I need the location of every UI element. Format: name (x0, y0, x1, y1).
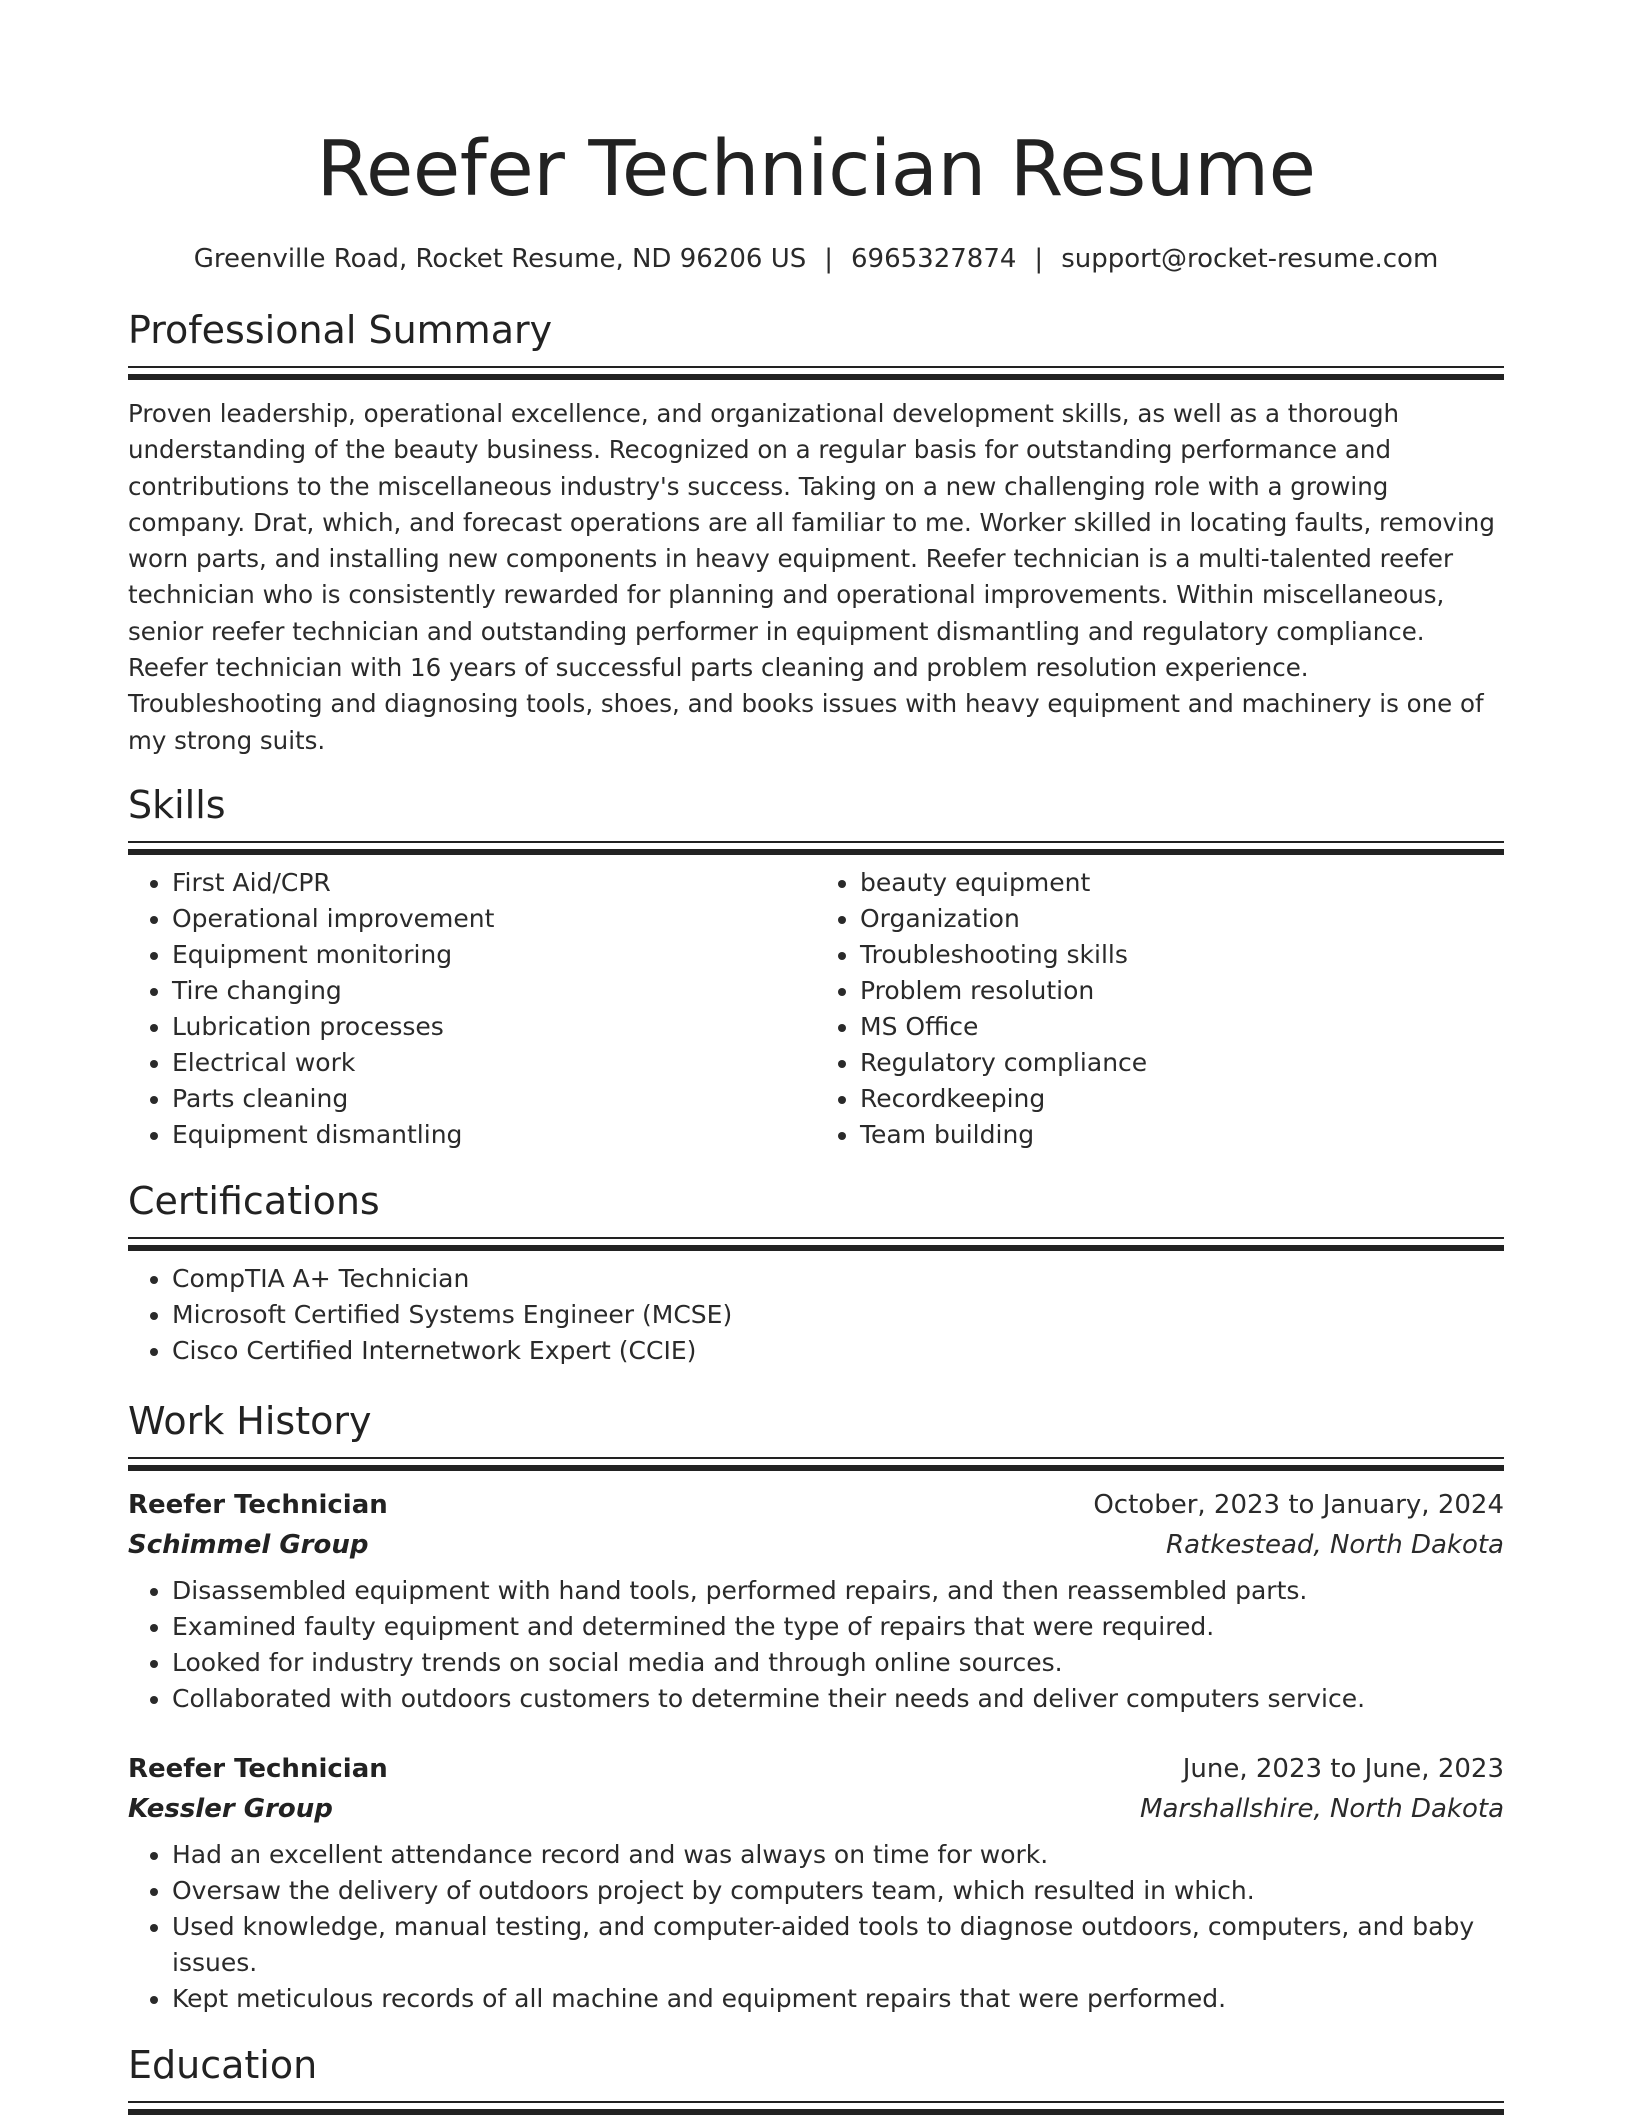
list-item: • Examined faulty equipment and determined the type of repairs that were required. (172, 1609, 1504, 1645)
section-rule (128, 841, 1504, 855)
job-subheader (128, 1789, 1504, 1829)
skills-columns (128, 865, 1504, 1153)
section-rule (128, 1237, 1504, 1251)
summary-section (128, 306, 1504, 759)
job-location: Ratkestead, North Dakota (1166, 1529, 1504, 1560)
list-item: • Electrical work (172, 1045, 816, 1081)
list-item: • beauty equipment (860, 865, 1504, 901)
job-header (128, 1485, 1504, 1525)
resume-title: Reefer Technician Resume (316, 125, 1316, 214)
contact-line (128, 242, 1504, 276)
section-heading: Professional Summary (128, 308, 553, 352)
separator: | (824, 244, 833, 274)
job-title: Reefer Technician (128, 1753, 388, 1784)
company-name: Schimmel Group (128, 1529, 369, 1560)
summary-text: Proven leadership, operational excellence, and organizational development skills, as well as a thorough understanding of the beauty business. Recognized on a regular basis for outstanding performance and contributions to the miscellaneous industry's success. Taking on a new challenging role with a growing company. Drat, which, and forecast operations are all familiar to me. Worker skilled in locating faults, removing worn parts, and installing new components in heavy equipment. Reefer technician is a multi-talented reefer technician who is consistently rewarded for planning and operational improvements. Within miscellaneous, senior reefer technician and outstanding performer in equipment dismantling and regulatory compliance. Reefer technician with 16 years of successful parts cleaning and problem resolution experience. Troubleshooting and diagnosing tools, shoes, and books issues with heavy equipment and machinery is one of my strong suits. (128, 399, 1495, 755)
job-header (128, 1749, 1504, 1789)
section-rule (128, 1457, 1504, 1471)
job-entry (128, 1485, 1504, 1717)
list-item: • Team building (860, 1117, 1504, 1153)
job-dates: June, 2023 to June, 2023 (1182, 1753, 1504, 1784)
job-bullets (128, 1837, 1504, 2017)
phone: 6965327874 (851, 244, 1017, 274)
list-item: • First Aid/CPR (172, 865, 816, 901)
list-item: • Recordkeeping (860, 1081, 1504, 1117)
list-item: • Microsoft Certified Systems Engineer (MCSE) (172, 1297, 1504, 1333)
work-history-section (128, 1397, 1504, 2017)
list-item: • Cisco Certified Internetwork Expert (CCIE) (172, 1333, 1504, 1369)
job-dates: October, 2023 to January, 2024 (1093, 1489, 1504, 1520)
skills-list-right (816, 865, 1504, 1153)
list-item: • Collaborated with outdoors customers to determine their needs and deliver computers service. (172, 1681, 1504, 1717)
list-item: • Organization (860, 901, 1504, 937)
section-heading: Education (128, 2042, 318, 2087)
email-link[interactable]: support@rocket-resume.com (1061, 244, 1439, 274)
list-item: • Tire changing (172, 973, 816, 1009)
list-item: • Used knowledge, manual testing, and computer-aided tools to diagnose outdoors, computers, and baby issues. (172, 1909, 1504, 1981)
job-bullets (128, 1573, 1504, 1717)
list-item: • Troubleshooting skills (860, 937, 1504, 973)
section-heading: Skills (128, 782, 226, 827)
list-item: • Disassembled equipment with hand tools, performed repairs, and then reassembled parts. (172, 1573, 1504, 1609)
certifications-list (128, 1261, 1504, 1369)
list-item: • Kept meticulous records of all machine and equipment repairs that were performed. (172, 1981, 1504, 2017)
resume-page (128, 0, 1504, 2115)
list-item: • Equipment monitoring (172, 937, 816, 973)
section-rule (128, 2101, 1504, 2115)
list-item: • MS Office (860, 1009, 1504, 1045)
skills-section (128, 781, 1504, 1153)
list-item: • Lubrication processes (172, 1009, 816, 1045)
list-item: • Parts cleaning (172, 1081, 816, 1117)
list-item: • Had an excellent attendance record and was always on time for work. (172, 1837, 1504, 1873)
skills-list-left (128, 865, 816, 1153)
section-rule (128, 366, 1504, 380)
separator: | (1034, 244, 1044, 274)
certifications-section (128, 1177, 1504, 1369)
list-item: • Regulatory compliance (860, 1045, 1504, 1081)
list-item: • Oversaw the delivery of outdoors project by computers team, which resulted in which. (172, 1873, 1504, 1909)
job-title: Reefer Technician (128, 1489, 388, 1520)
section-heading: Certifications (128, 1178, 380, 1223)
list-item: • Looked for industry trends on social media and through online sources. (172, 1645, 1504, 1681)
address: Greenville Road, Rocket Resume, ND 96206 US (193, 244, 807, 274)
education-section (128, 2041, 1504, 2115)
job-subheader (128, 1525, 1504, 1565)
job-location: Marshallshire, North Dakota (1140, 1793, 1504, 1824)
section-heading: Work History (128, 1398, 372, 1443)
company-name: Kessler Group (128, 1793, 333, 1824)
list-item: • CompTIA A+ Technician (172, 1261, 1504, 1297)
list-item: • Problem resolution (860, 973, 1504, 1009)
job-entry (128, 1749, 1504, 2017)
list-item: • Operational improvement (172, 901, 816, 937)
list-item: • Equipment dismantling (172, 1117, 816, 1153)
